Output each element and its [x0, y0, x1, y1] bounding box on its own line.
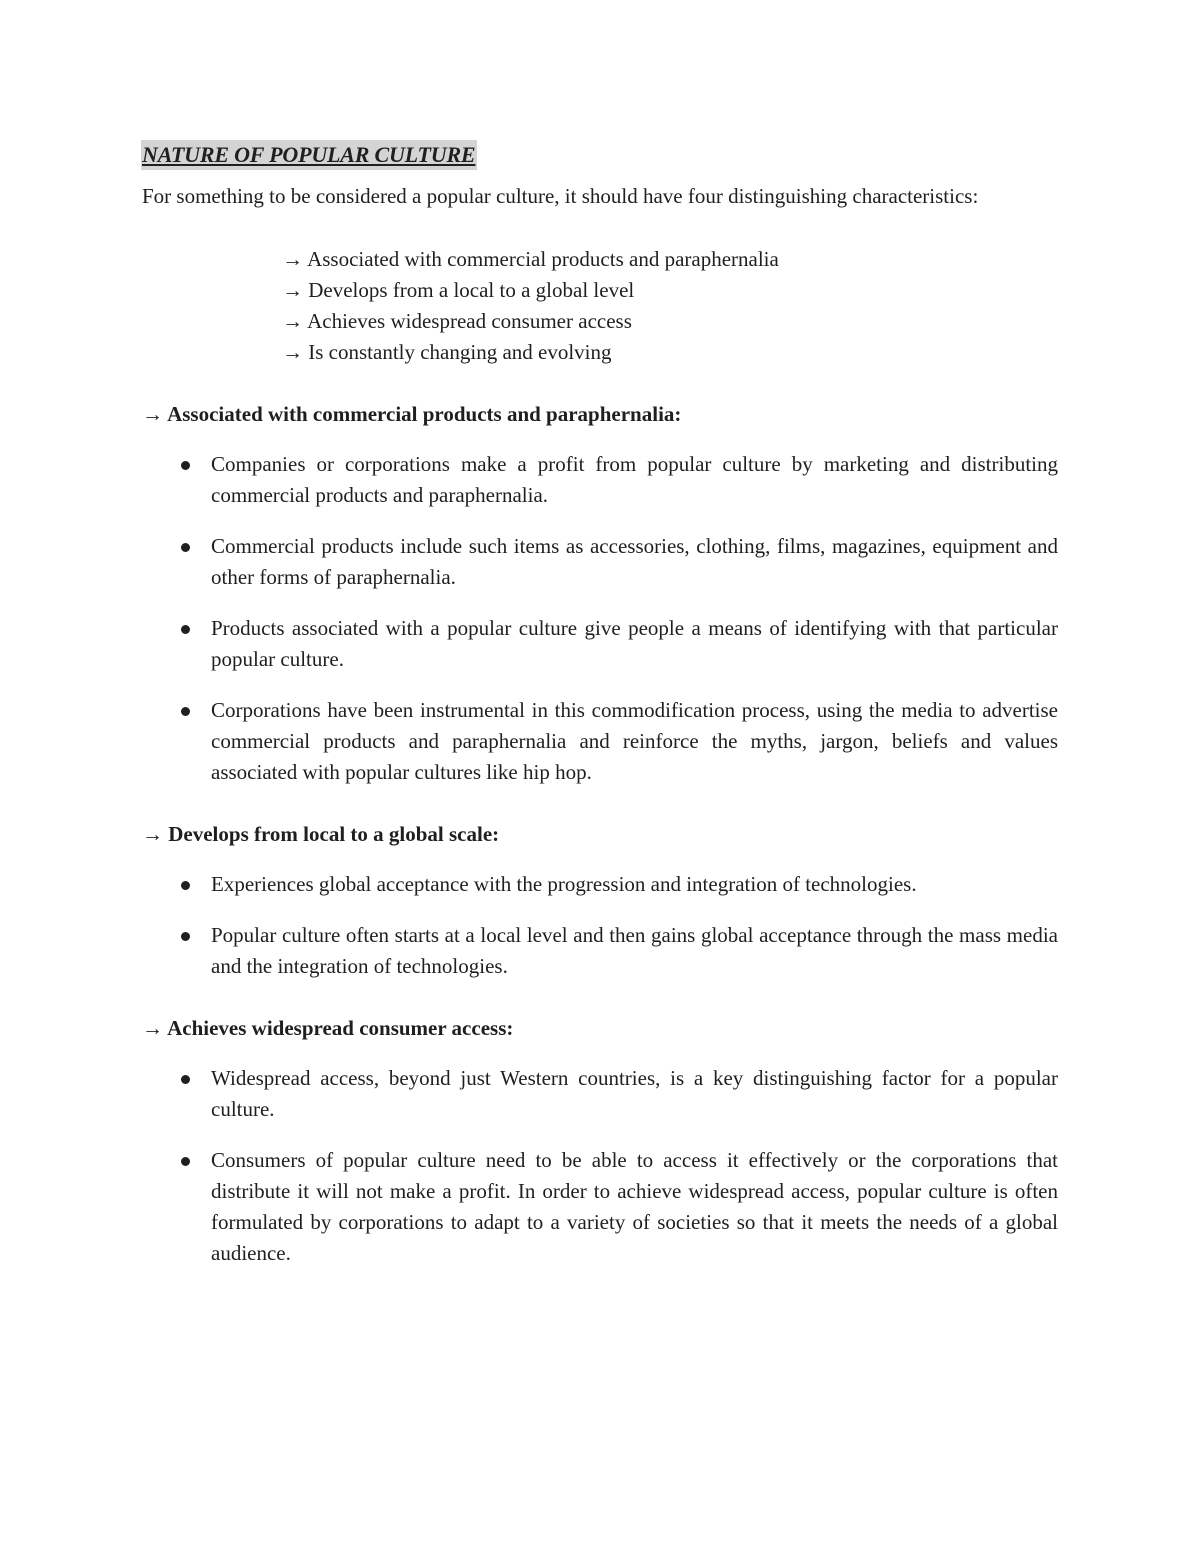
bullet-dot-icon: [181, 1157, 190, 1166]
bullet-item: [142, 695, 1058, 788]
characteristics-list: [142, 244, 1058, 368]
bullet-dot-icon: [181, 707, 190, 716]
section-bullets-access: [142, 1063, 1058, 1269]
bullet-text: Commercial products include such items as accessories, clothing, films, magazines, equipment and other forms of paraphernalia.: [211, 534, 1058, 589]
bullet-dot-icon: [181, 461, 190, 470]
section-heading-access: → Achieves widespread consumer access:: [142, 1016, 514, 1040]
bullet-text: Experiences global acceptance with the progression and integration of technologies.: [211, 872, 917, 896]
bullet-text: Corporations have been instrumental in this commodification process, using the media to advertise commercial products and paraphernalia and reinforce the myths, jargon, beliefs and values associated with popular cultures like hip hop.: [211, 698, 1058, 784]
intro-paragraph: For something to be considered a popular culture, it should have four distinguishing characteristics:: [142, 184, 979, 208]
bullet-item: [142, 449, 1058, 511]
bullet-dot-icon: [181, 932, 190, 941]
bullet-dot-icon: [181, 625, 190, 634]
bullet-item: [142, 920, 1058, 982]
bullet-text: Products associated with a popular culture give people a means of identifying with that particular popular culture.: [211, 616, 1058, 671]
bullet-dot-icon: [181, 543, 190, 552]
section-bullets-commercial: [142, 449, 1058, 788]
bullet-item: [142, 1063, 1058, 1125]
section-bullets-global: [142, 869, 1058, 982]
section-heading-global: → Develops from local to a global scale:: [142, 822, 500, 846]
bullet-item: [142, 1145, 1058, 1269]
document-title: NATURE OF POPULAR CULTURE: [141, 140, 477, 170]
characteristic-item: → Develops from a local to a global level: [282, 278, 635, 302]
bullet-text: Popular culture often starts at a local level and then gains global acceptance through the mass media and the integration of technologies.: [211, 923, 1058, 978]
bullet-dot-icon: [181, 1075, 190, 1084]
bullet-text: Consumers of popular culture need to be able to access it effectively or the corporations that distribute it will not make a profit. In order to achieve widespread access, popular culture is often formulated by corporations to adapt to a variety of societies so that it meets the needs of a global audience.: [211, 1148, 1058, 1265]
characteristic-item: → Associated with commercial products and paraphernalia: [282, 247, 779, 271]
document-page: [142, 140, 1058, 1269]
characteristic-item: → Is constantly changing and evolving: [282, 340, 612, 364]
bullet-text: Widespread access, beyond just Western countries, is a key distinguishing factor for a popular culture.: [211, 1066, 1058, 1121]
bullet-item: [142, 531, 1058, 593]
bullet-item: [142, 613, 1058, 675]
bullet-text: Companies or corporations make a profit from popular culture by marketing and distributing commercial products and paraphernalia.: [211, 452, 1058, 507]
bullet-item: [142, 869, 1058, 900]
bullet-dot-icon: [181, 881, 190, 890]
characteristic-item: → Achieves widespread consumer access: [282, 309, 632, 333]
section-heading-commercial: → Associated with commercial products and paraphernalia:: [142, 402, 682, 426]
